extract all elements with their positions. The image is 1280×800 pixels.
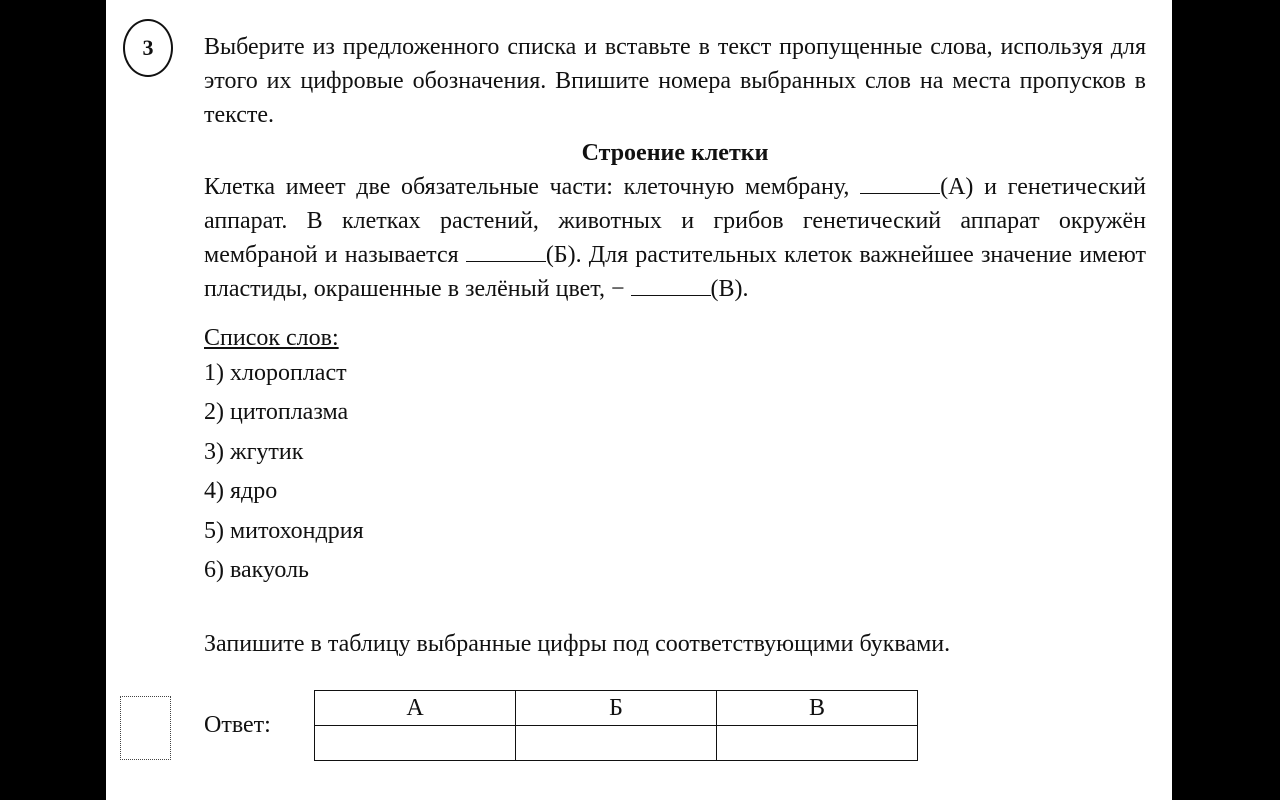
word-list-title: Список слов: <box>204 325 339 351</box>
answer-header-b: Б <box>516 691 717 726</box>
answer-table <box>314 690 918 761</box>
word-list-item: 5) митохондрия <box>204 517 364 544</box>
answer-header-row <box>315 691 918 726</box>
blank-c[interactable] <box>631 275 711 296</box>
word-list <box>204 356 364 592</box>
task-instruction: Выберите из предложенного списка и вставьте в текст пропущенные слова, используя для этого их цифровые обозначения. Впишите номера выбранных слов на места пропусков в тексте. <box>204 34 1146 128</box>
document-page <box>106 0 1172 800</box>
answer-input-row <box>315 726 918 761</box>
passage-part-2: и генетический аппарат. В клетках растений, животных и грибов генетический аппарат окружён мембраной и называется <box>204 174 1146 268</box>
passage-part-4: . <box>742 276 749 302</box>
answer-score-box <box>120 696 171 760</box>
blank-b[interactable] <box>466 241 546 262</box>
answer-header-a: А <box>315 691 516 726</box>
passage-text <box>204 170 1146 306</box>
passage-part-3: . Для растительных клеток важнейшее значение имеют пластиды, окрашенные в зелёный цвет, − <box>204 242 1146 302</box>
passage-part-1: Клетка имеет две обязательные части: клеточную мембрану, <box>204 174 861 200</box>
word-list-item: 1) хлоропласт <box>204 360 347 386</box>
answer-header-c: В <box>717 691 918 726</box>
text-title: Строение клетки <box>581 140 769 166</box>
blank-a[interactable] <box>860 173 940 194</box>
word-list-item: 2) цитоплазма <box>204 399 349 426</box>
answer-cell-b[interactable] <box>516 726 717 761</box>
gap-label-b: (Б) <box>545 242 576 268</box>
answer-cell-c[interactable] <box>717 726 918 761</box>
answer-cell-a[interactable] <box>315 726 516 761</box>
task-number: 3 <box>142 35 154 60</box>
word-list-item: 3) жгутик <box>204 438 304 465</box>
word-list-item: 6) вакуоль <box>204 556 309 583</box>
answer-label: Ответ: <box>204 712 271 738</box>
task-number-badge <box>123 19 173 77</box>
word-list-item: 4) ядро <box>204 478 278 505</box>
table-instruction: Запишите в таблицу выбранные цифры под соответствующими буквами. <box>204 631 951 657</box>
gap-label-c: (В) <box>710 276 743 302</box>
gap-label-a: (А) <box>940 174 974 200</box>
